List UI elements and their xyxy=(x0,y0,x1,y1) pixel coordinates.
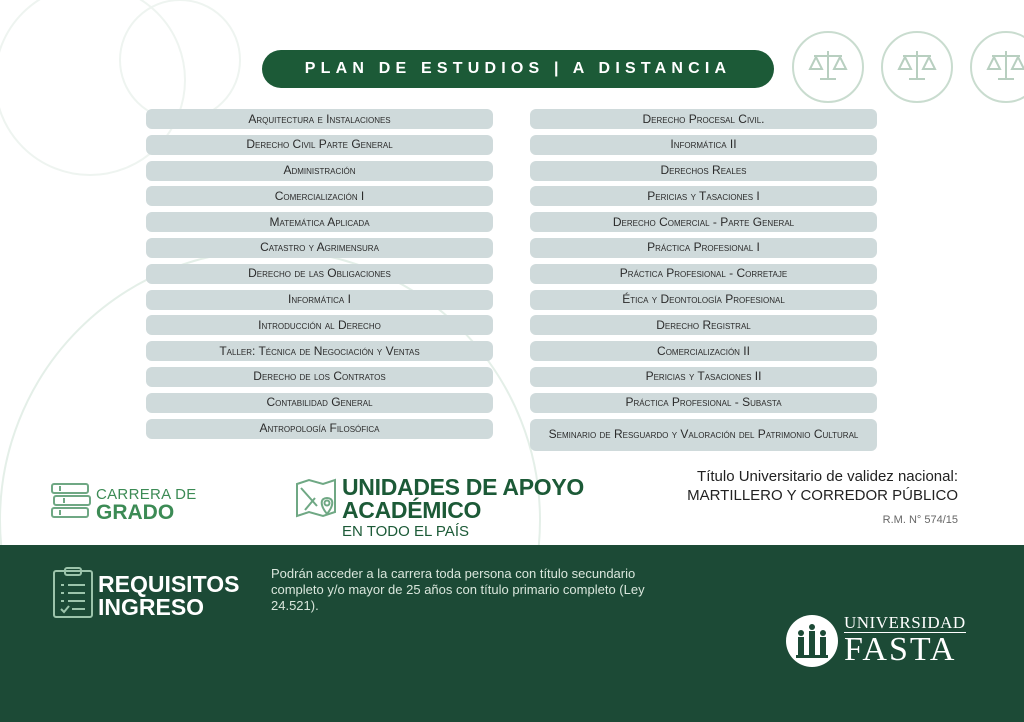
scale-badge-2 xyxy=(881,31,953,103)
subjects-left-column xyxy=(146,109,493,444)
page-title: PLAN DE ESTUDIOS | A DISTANCIA xyxy=(262,50,774,88)
subject-item: Pericias y Tasaciones I xyxy=(530,186,877,206)
titulo-label: Título Universitario de validez nacional: xyxy=(697,468,958,485)
subject-item: Derecho de las Obligaciones xyxy=(146,264,493,284)
subject-item: Catastro y Agrimensura xyxy=(146,238,493,258)
unidades-apoyo xyxy=(295,476,584,540)
ingreso-title: INGRESO xyxy=(98,593,205,620)
university-name: FASTA xyxy=(844,631,957,668)
subject-item: Taller: Técnica de Negociación y Ventas xyxy=(146,341,493,361)
subject-item: Informática I xyxy=(146,290,493,310)
fasta-logo-icon xyxy=(786,615,838,667)
scale-badge-3 xyxy=(970,31,1024,103)
unidades-subtitle: EN TODO EL PAÍS xyxy=(342,523,469,540)
subject-item: Comercialización I xyxy=(146,186,493,206)
scale-icon xyxy=(808,47,848,88)
subject-item: Derecho Procesal Civil. xyxy=(530,109,877,129)
books-icon xyxy=(50,480,92,527)
subject-item: Matemática Aplicada xyxy=(146,212,493,232)
subjects-right-column xyxy=(530,109,877,456)
subject-item: Práctica Profesional - Subasta xyxy=(530,393,877,413)
carrera-de-grado xyxy=(50,480,197,527)
subject-item: Práctica Profesional I xyxy=(530,238,877,258)
titulo-block xyxy=(687,468,958,526)
subject-item: Pericias y Tasaciones II xyxy=(530,367,877,387)
checklist-icon xyxy=(52,567,94,624)
requisitos-ingreso xyxy=(52,567,239,624)
unidades-title-2: ACADÉMICO xyxy=(342,497,482,523)
subject-item: Administración xyxy=(146,161,493,181)
scale-icon xyxy=(897,47,937,88)
subject-item: Introducción al Derecho xyxy=(146,315,493,335)
map-pin-icon xyxy=(295,476,339,525)
subject-item: Contabilidad General xyxy=(146,393,493,413)
requisitos-title: REQUISITOS xyxy=(98,570,240,597)
unidades-title-1: UNIDADES DE APOYO xyxy=(342,474,584,500)
subject-item: Derechos Reales xyxy=(530,161,877,181)
subject-item: Derecho Registral xyxy=(530,315,877,335)
grado-label: GRADO xyxy=(96,500,175,524)
subject-item: Comercialización II xyxy=(530,341,877,361)
university-label: UNIVERSIDAD xyxy=(844,613,966,632)
subject-item: Práctica Profesional - Corretaje xyxy=(530,264,877,284)
resolucion-ministerial: R.M. N° 574/15 xyxy=(882,514,958,526)
subject-item: Ética y Deontología Profesional xyxy=(530,290,877,310)
carrera-label: CARRERA DE xyxy=(96,485,197,503)
subject-item: Seminario de Resguardo y Valoración del Patrimonio Cultural xyxy=(530,419,877,451)
subject-item: Informática II xyxy=(530,135,877,155)
subject-item: Derecho de los Contratos xyxy=(146,367,493,387)
subject-item: Antropología Filosófica xyxy=(146,419,493,439)
subject-item: Derecho Comercial - Parte General xyxy=(530,212,877,232)
subject-item: Arquitectura e Instalaciones xyxy=(146,109,493,129)
scale-icon xyxy=(986,47,1024,88)
requisitos-description: Podrán acceder a la carrera toda persona con título secundario completo y/o mayor de 25 años con título primario completo (Ley 24.521). xyxy=(271,566,645,613)
scale-badge-1 xyxy=(792,31,864,103)
titulo-name: MARTILLERO Y CORREDOR PÚBLICO xyxy=(687,487,958,504)
university-logo xyxy=(786,614,966,667)
subject-item: Derecho Civil Parte General xyxy=(146,135,493,155)
